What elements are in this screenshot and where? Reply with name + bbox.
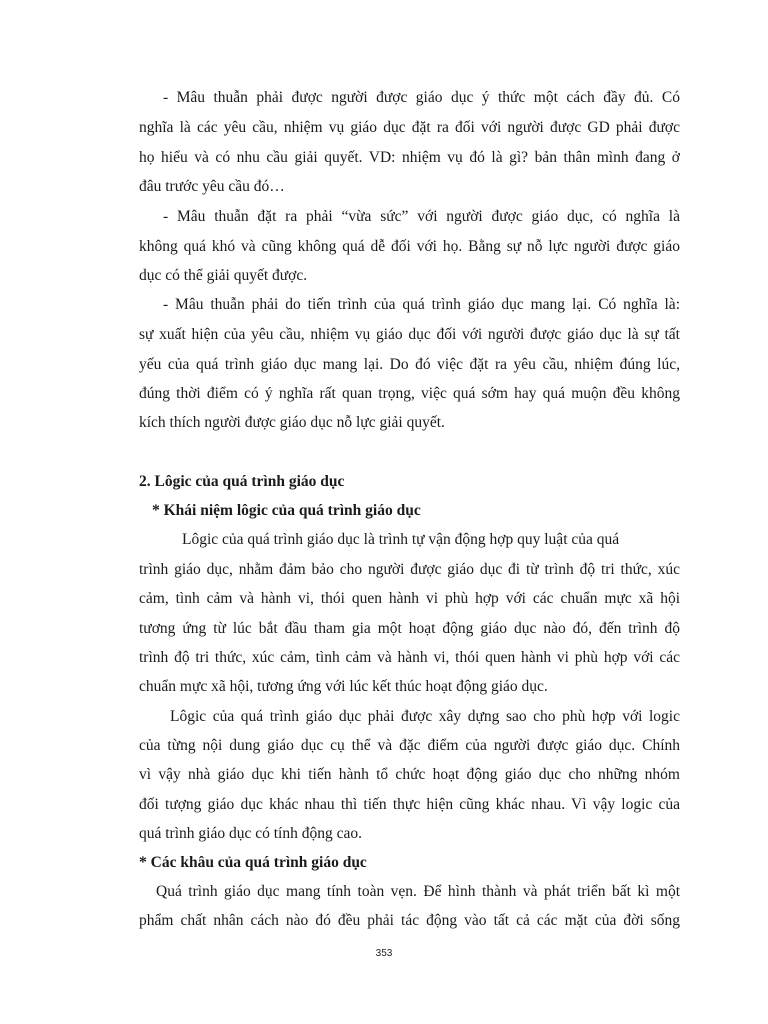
paragraph-5-line-2: của từng nội dung giáo dục cụ thể và đặc điểm của người được giáo dục. Chính xyxy=(139,737,680,754)
paragraph-5-line-4: đối tượng giáo dục khác nhau thì tiến thực hiện cũng khác nhau. Vì vậy logic của xyxy=(139,796,680,813)
paragraph-4-line-2: trình giáo dục, nhằm đảm bảo cho người được giáo dục đi từ trình độ tri thức, xúc xyxy=(139,561,680,578)
subheading-concept: * Khái niệm lôgic của quá trình giáo dục xyxy=(152,502,421,519)
paragraph-5-line-1: Lôgic của quá trình giáo dục phải được xây dựng sao cho phù hợp với logic xyxy=(170,708,680,725)
paragraph-4-line-6: chuẩn mực xã hội, tương ứng với lúc kết thúc hoạt động giáo dục. xyxy=(139,678,548,695)
paragraph-3-line-3: yếu của quá trình giáo dục mang lại. Do đó việc đặt ra yêu cầu, nhiệm đúng lúc, xyxy=(139,356,680,373)
paragraph-1-line-1: - Mâu thuẫn phải được người được giáo dục ý thức một cách đầy đủ. Có xyxy=(163,89,680,106)
paragraph-2-line-2: không quá khó và cũng không quá dễ đối với họ. Bằng sự nỗ lực người được giáo xyxy=(139,238,680,255)
paragraph-2-line-3: dục có thể giải quyết được. xyxy=(139,267,308,284)
paragraph-6-line-2: phẩm chất nhân cách nào đó đều phải tác động vào tất cả các mặt của đời sống xyxy=(139,912,680,929)
paragraph-6-line-1: Quá trình giáo dục mang tính toàn vẹn. Để hình thành và phát triển bất kì một xyxy=(156,883,680,900)
subheading-stages: * Các khâu của quá trình giáo dục xyxy=(139,854,367,871)
paragraph-1-line-3: họ hiểu và có nhu cầu giải quyết. VD: nhiệm vụ đó là gì? bản thân mình đang ở xyxy=(139,149,680,166)
paragraph-4-line-3: cảm, tình cảm và hành vi, thói quen hành vi phù hợp với các chuẩn mực xã hội xyxy=(139,590,680,607)
paragraph-5-line-3: vì vậy nhà giáo dục khi tiến hành tổ chức hoạt động giáo dục cho những nhóm xyxy=(139,766,680,783)
paragraph-3-line-2: sự xuất hiện của yêu cầu, nhiệm vụ giáo dục đối với người được giáo dục là sự tất xyxy=(139,326,680,343)
page-number: 353 xyxy=(375,948,393,959)
paragraph-3-line-4: đúng thời điểm có ý nghĩa rất quan trọng, việc quá sớm hay quá muộn đều không xyxy=(139,385,680,402)
section-heading: 2. Lôgic của quá trình giáo dục xyxy=(139,473,345,490)
paragraph-1-line-2: nghĩa là các yêu cầu, nhiệm vụ giáo dục đặt ra đối với người được GD phải được xyxy=(139,119,680,136)
paragraph-3-line-1: - Mâu thuẫn phải do tiến trình của quá trình giáo dục mang lại. Có nghĩa là: xyxy=(163,296,680,313)
paragraph-1-line-4: đâu trước yêu cầu đó… xyxy=(139,178,285,195)
paragraph-4-line-1: Lôgic của quá trình giáo dục là trình tự vận động hợp quy luật của quá xyxy=(182,531,620,548)
paragraph-5-line-5: quá trình giáo dục có tính động cao. xyxy=(139,825,362,842)
paragraph-3-line-5: kích thích người được giáo dục nỗ lực giải quyết. xyxy=(139,414,445,431)
paragraph-4-line-4: tương ứng từ lúc bắt đầu tham gia một hoạt động giáo dục nào đó, đến trình độ xyxy=(139,620,680,637)
paragraph-4-line-5: trình độ tri thức, xúc cảm, tình cảm và hành vi, thói quen hành vi phù hợp với các xyxy=(139,649,680,666)
paragraph-2-line-1: - Mâu thuẫn đặt ra phải “vừa sức” với người được giáo dục, có nghĩa là xyxy=(163,208,680,225)
